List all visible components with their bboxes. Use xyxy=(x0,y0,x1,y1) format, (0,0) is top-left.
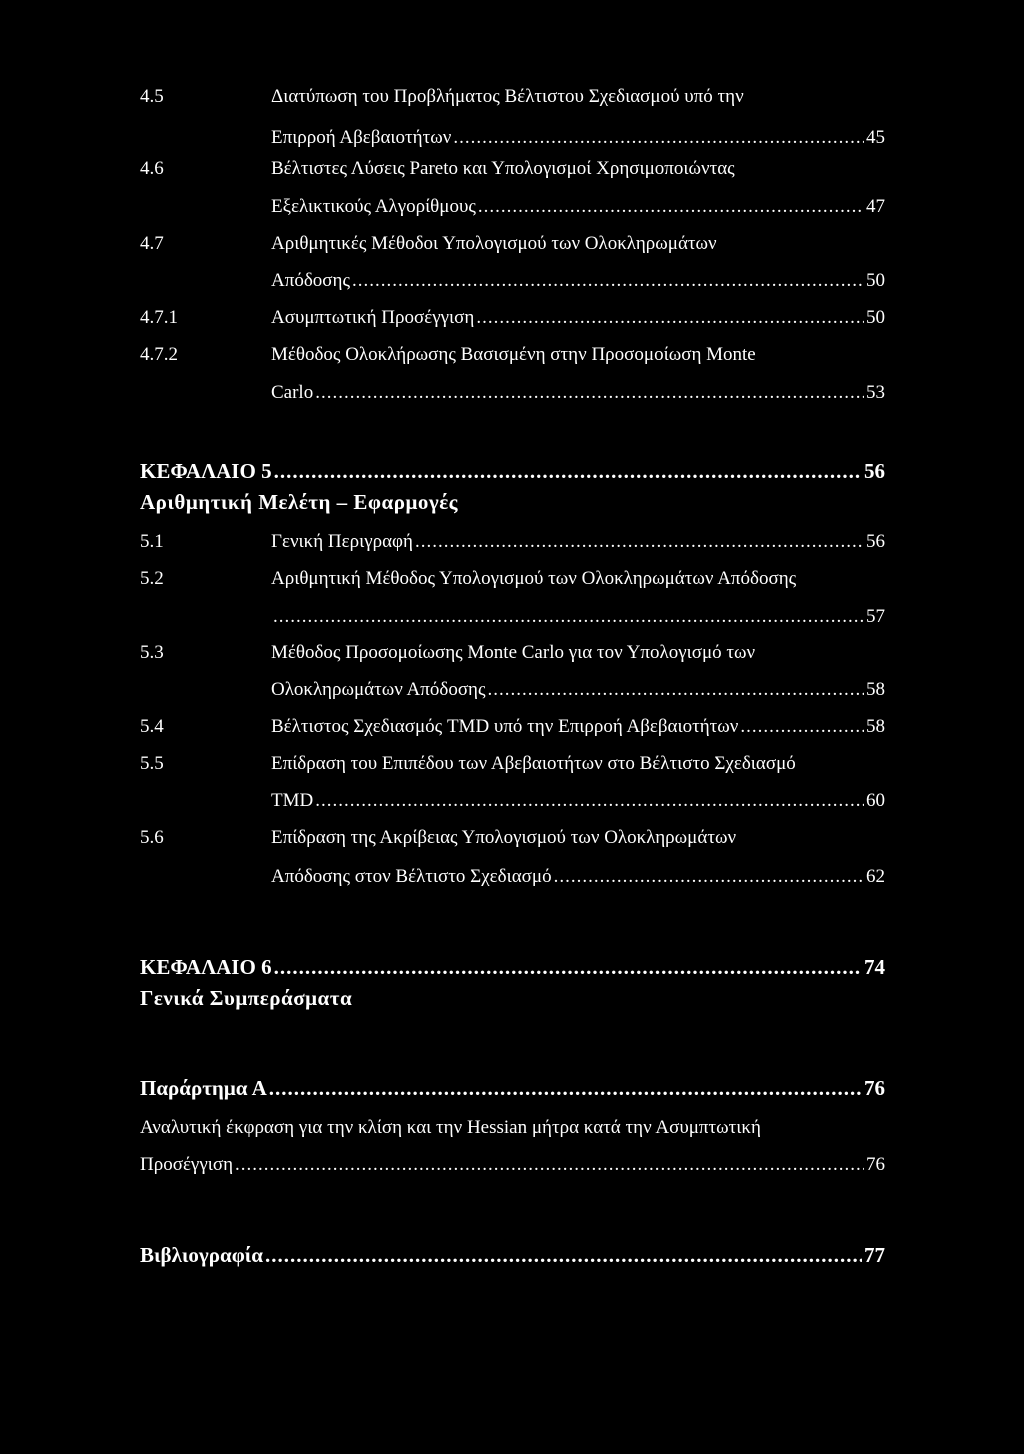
appendix-a-heading[interactable] xyxy=(140,1069,885,1107)
appendix-title: Παράρτημα Α xyxy=(140,1076,267,1100)
page-number: 77 xyxy=(864,1243,885,1267)
page-number: 47 xyxy=(866,196,885,217)
dot-leader xyxy=(488,671,864,709)
toc-entry-5-4[interactable] xyxy=(140,708,885,746)
chapter-title: ΚΕΦΑΛΑΙΟ 5 xyxy=(140,459,272,483)
section-number: 5.5 xyxy=(140,753,164,774)
section-title-cont: Απόδοσης xyxy=(271,270,350,291)
section-title: Μέθοδος Ολοκλήρωσης Βασισμένη στην Προσομοίωση Monte xyxy=(271,344,756,365)
dot-leader xyxy=(315,782,864,820)
page-number: 74 xyxy=(864,955,885,979)
appendix-a-description: Αναλυτική έκφραση για την κλίση και την Hessian μήτρα κατά την Ασυμπτωτική xyxy=(140,1117,761,1138)
toc-entry-5-2-cont[interactable] xyxy=(140,598,885,636)
section-title-cont: Επιρροή Αβεβαιοτήτων xyxy=(271,127,452,148)
toc-entry-5-6-cont[interactable] xyxy=(140,858,885,896)
toc-entry-5-5-cont[interactable] xyxy=(140,782,885,820)
section-number: 4.5 xyxy=(140,86,164,107)
section-title-cont: Carlo xyxy=(271,382,314,403)
dot-leader xyxy=(269,1069,862,1107)
section-number: 5.3 xyxy=(140,642,164,663)
toc-entry-4-7-2[interactable] xyxy=(140,336,885,374)
toc-entry-5-3-cont[interactable] xyxy=(140,671,885,709)
page-number: 76 xyxy=(864,1076,885,1100)
section-title: Γενική Περιγραφή xyxy=(271,531,413,552)
toc-entry-4-7-2-cont[interactable] xyxy=(140,374,885,412)
section-title: Αριθμητικές Μέθοδοι Υπολογισμού των Ολοκληρωμάτων xyxy=(271,233,717,254)
section-title-cont: TMD xyxy=(271,790,314,811)
section-number: 4.7 xyxy=(140,233,164,254)
section-title: Αριθμητική Μέθοδος Υπολογισμού των Ολοκληρωμάτων Απόδοσης xyxy=(271,568,797,589)
page-number: 56 xyxy=(864,459,885,483)
page-number: 57 xyxy=(866,606,885,627)
toc-entry-5-3[interactable] xyxy=(140,634,885,672)
section-title: Ασυμπτωτική Προσέγγιση xyxy=(271,307,475,328)
dot-leader xyxy=(274,948,862,986)
toc-entry-5-6[interactable] xyxy=(140,819,885,857)
chapter-6-subtitle: Γενικά Συμπεράσματα xyxy=(140,986,353,1010)
page-number: 62 xyxy=(866,866,885,887)
page-number: 58 xyxy=(866,679,885,700)
toc-entry-4-7-cont[interactable] xyxy=(140,262,885,300)
appendix-a-cont[interactable] xyxy=(140,1146,885,1184)
toc-entry-4-6-cont[interactable] xyxy=(140,188,885,226)
dot-leader xyxy=(554,858,864,896)
chapter-title: ΚΕΦΑΛΑΙΟ 6 xyxy=(140,955,272,979)
section-number: 5.1 xyxy=(140,531,164,552)
section-number: 5.6 xyxy=(140,827,164,848)
dot-leader xyxy=(476,299,864,337)
section-number: 4.6 xyxy=(140,158,164,179)
page-number: 56 xyxy=(866,531,885,552)
appendix-desc-cont: Προσέγγιση xyxy=(140,1154,234,1175)
section-title: Μέθοδος Προσομοίωσης Monte Carlo για τον Υπολογισμό των xyxy=(271,642,756,663)
toc-entry-5-5[interactable] xyxy=(140,745,885,783)
section-number: 4.7.2 xyxy=(140,344,178,365)
dot-leader xyxy=(235,1146,864,1184)
section-title-cont: Εξελικτικούς Αλγορίθμους xyxy=(271,196,476,217)
toc-entry-4-7[interactable] xyxy=(140,225,885,263)
section-number: 5.2 xyxy=(140,568,164,589)
section-title-cont: Απόδοσης στον Βέλτιστο Σχεδιασμό xyxy=(271,866,552,887)
section-title: Διατύπωση του Προβλήματος Βέλτιστου Σχεδιασμού υπό την xyxy=(271,86,744,107)
section-title: Βέλτιστος Σχεδιασμός TMD υπό την Επιρροή Αβεβαιοτήτων xyxy=(271,716,739,737)
page-number: 45 xyxy=(866,127,885,148)
section-number: 5.4 xyxy=(140,716,164,737)
dot-leader xyxy=(740,708,864,746)
page-number: 53 xyxy=(866,382,885,403)
toc-entry-5-1[interactable] xyxy=(140,523,885,561)
toc-entry-4-7-1[interactable] xyxy=(140,299,885,337)
section-title-cont: Ολοκληρωμάτων Απόδοσης xyxy=(271,679,486,700)
section-title: Επίδραση του Επιπέδου των Αβεβαιοτήτων στο Βέλτιστο Σχεδιασμό xyxy=(271,753,796,774)
page-number: 58 xyxy=(866,716,885,737)
page-number: 50 xyxy=(866,270,885,291)
page-number: 50 xyxy=(866,307,885,328)
toc-entry-5-2[interactable] xyxy=(140,560,885,598)
section-title: Επίδραση της Ακρίβειας Υπολογισμού των Ολοκληρωμάτων xyxy=(271,827,737,848)
dot-leader xyxy=(265,1236,862,1274)
page-number: 76 xyxy=(866,1154,885,1175)
dot-leader xyxy=(415,523,864,561)
bibliography-title: Βιβλιογραφία xyxy=(140,1243,264,1267)
dot-leader xyxy=(478,188,864,226)
section-title: Βέλτιστες Λύσεις Pareto και Υπολογισμοί Χρησιμοποιώντας xyxy=(271,158,735,179)
chapter-5-subtitle: Αριθμητική Μελέτη – Εφαρμογές xyxy=(140,490,459,514)
dot-leader xyxy=(273,598,864,636)
bibliography-heading[interactable] xyxy=(140,1236,885,1274)
section-number: 4.7.1 xyxy=(140,307,178,328)
toc-entry-4-6[interactable] xyxy=(140,150,885,188)
toc-entry-4-5[interactable] xyxy=(140,78,885,116)
dot-leader xyxy=(352,262,864,300)
page-number: 60 xyxy=(866,790,885,811)
dot-leader xyxy=(315,374,864,412)
